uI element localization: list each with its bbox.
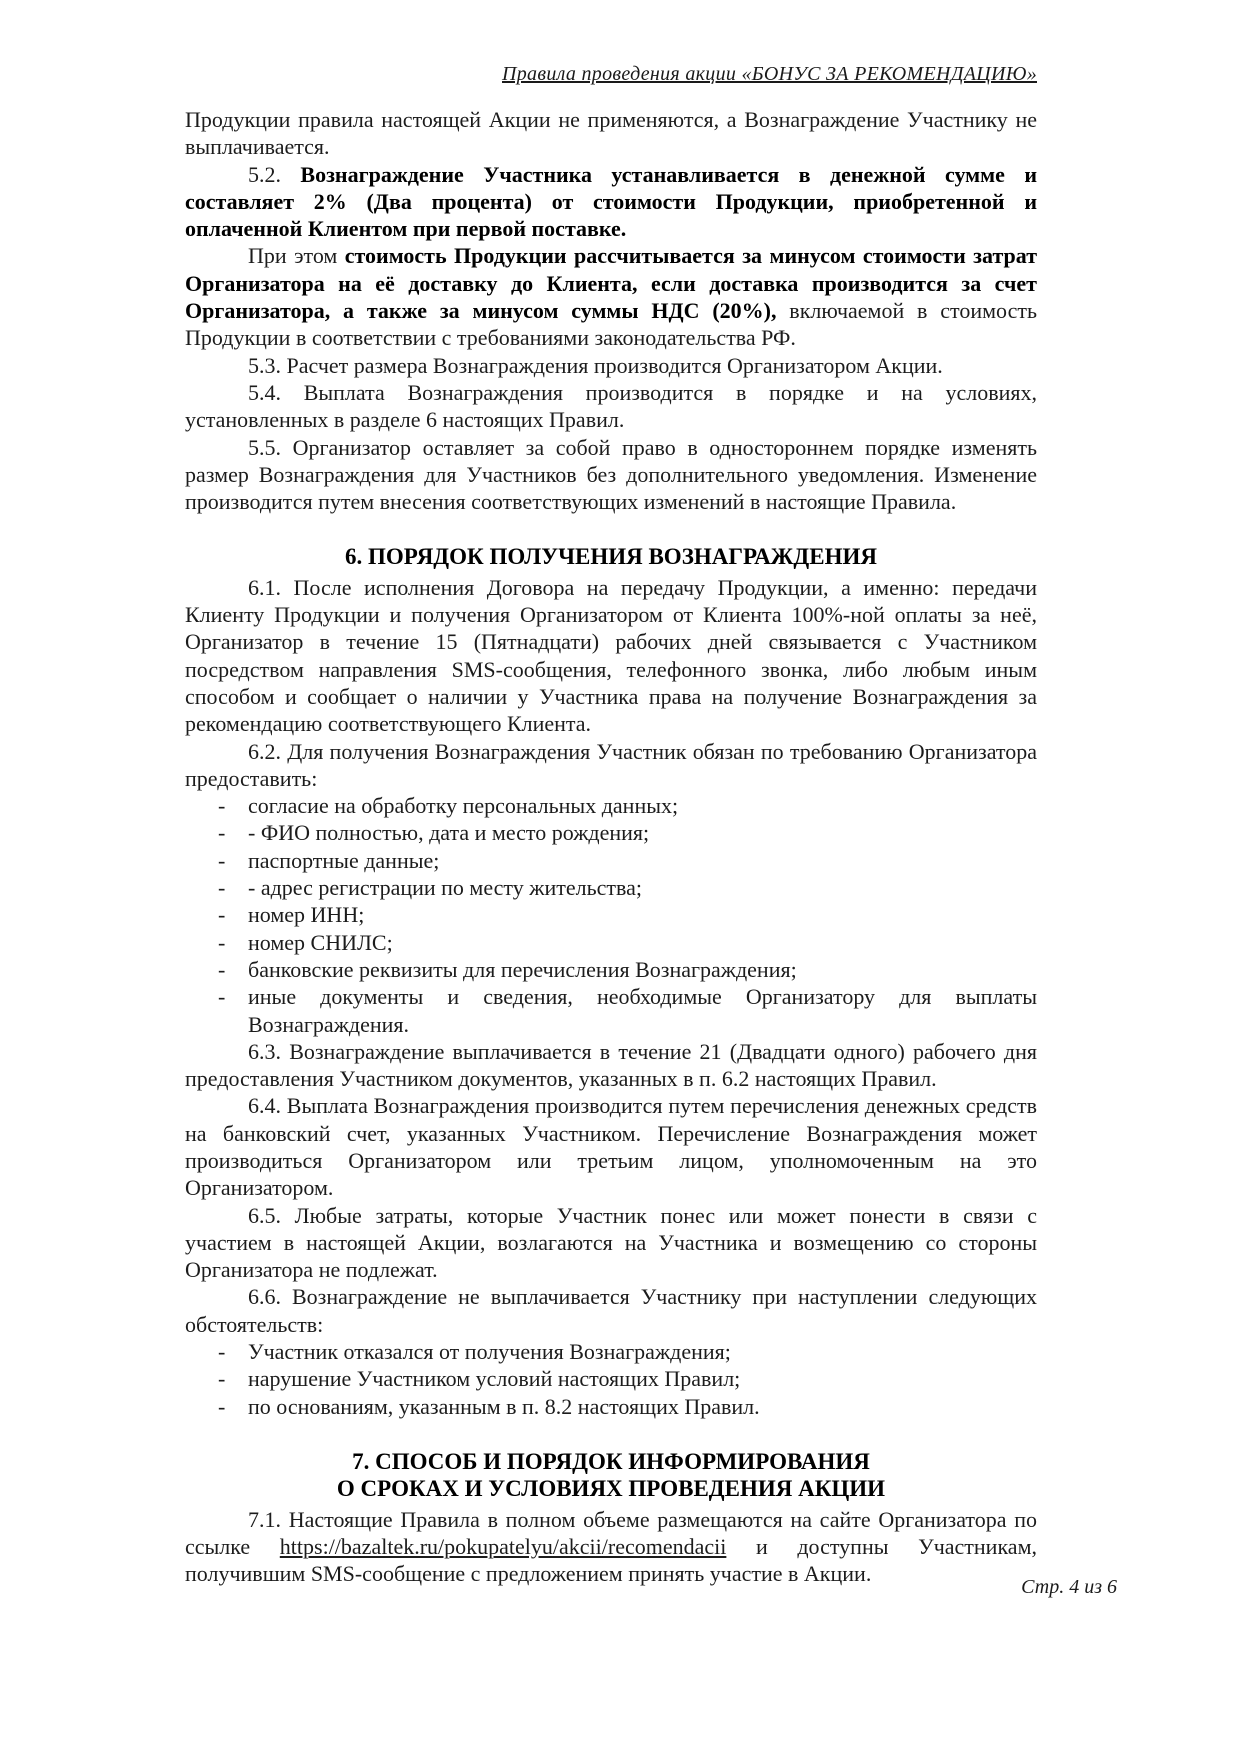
paragraph [185,1038,1037,1093]
section-heading-line: 7. СПОСОБ И ПОРЯДОК ИНФОРМИРОВАНИЯ [352,1448,870,1474]
list-item-text: согласие на обработку персональных данных; [248,793,679,819]
section-heading-line: 6. ПОРЯДОК ПОЛУЧЕНИЯ ВОЗНАГРАЖДЕНИЯ [345,544,877,570]
text-run: 5.5. Организатор оставляет за собой право в одностороннем порядке изменять размер Вознаграждения для Участников без дополнительного уведомления. Изменение производится путем внесения соответствующих изменений в настоящие Правила. [185,434,1037,515]
list-item [185,792,1037,819]
list-dash-marker: - [218,956,226,982]
list-dash-marker: - [218,1393,226,1419]
text-run: 6.5. Любые затраты, которые Участник понес или может понести в связи с участием в настоящей Акции, возлагаются на Участника и возмещению со стороны Организатора не подлежат. [185,1202,1037,1283]
document-link: https://bazaltek.ru/pokupatelyu/akcii/recomendacii [279,1533,727,1559]
list-item [185,1365,1037,1392]
list-dash-marker: - [218,793,226,819]
text-run: Продукции правила настоящей Акции не применяются, а Вознаграждение Участнику не выплачивается. [185,107,1037,160]
list-item [185,819,1037,846]
paragraph [185,1283,1037,1338]
list-item-text: номер СНИЛС; [248,929,393,955]
list-item-text: по основаниям, указанным в п. 8.2 настоящих Правил. [248,1393,760,1419]
list-dash-marker: - [218,1339,226,1365]
paragraph [185,1202,1037,1284]
text-run: 6.6. Вознаграждение не выплачивается Участнику при наступлении следующих обстоятельств: [185,1284,1037,1337]
list-item-text: - адрес регистрации по месту жительства; [248,875,642,901]
text-run: 6.4. Выплата Вознаграждения производится путем перечисления денежных средств на банковский счет, указанных Участником. Перечисление Вознаграждения может производиться Организатором или третьим лицом, уполномоченным на это Организатором. [185,1093,1037,1201]
list-dash-marker: - [218,984,226,1010]
paragraph [185,738,1037,793]
section-heading [185,543,1037,570]
list-item-text: иные документы и сведения, необходимые Организатору для выплаты Вознаграждения. [248,984,1037,1037]
list-item-text: Участник отказался от получения Вознаграждения; [248,1339,731,1365]
list-item [185,956,1037,983]
list-item [185,874,1037,901]
list-item-text: паспортные данные; [248,847,440,873]
list-dash-marker: - [218,847,226,873]
text-run: 6.1. После исполнения Договора на передачу Продукции, а именно: передачи Клиенту Продукции и получения Организатором от Клиента 100%-ной оплаты за неё, Организатор в течение 15 (Пятнадцати) рабочих дней связывается с Участником посредством направления SMS-сообщения, телефонного звонка, либо любым иным способом и сообщает о наличии у Участника права на получение Вознаграждения за рекомендацию соответствующего Клиента. [185,574,1037,737]
document-body [185,106,1037,1587]
paragraph [185,574,1037,738]
list-item-text: номер ИНН; [248,902,365,928]
text-run: 6.3. Вознаграждение выплачивается в течение 21 (Двадцати одного) рабочего дня предоставления Участником документов, указанных в п. 6.2 настоящих Правил. [185,1038,1037,1092]
text-run: 7.1. Настоящие Правила в полном объеме размещаются на сайте Организатора по ссылке [185,1506,1037,1559]
list-item-text: банковские реквизиты для перечисления Вознаграждения; [248,956,797,982]
running-header: Правила проведения акции «БОНУС ЗА РЕКОМЕНДАЦИЮ» [502,63,1037,85]
paragraph [185,352,1037,379]
list-item [185,1393,1037,1420]
list-dash-marker: - [218,820,226,846]
text-run: При этом [248,243,345,269]
list-item [185,983,1037,1038]
list-item [185,929,1037,956]
section-heading [185,1448,1037,1503]
text-run: Вознаграждение Участника устанавливается в денежной сумме и составляет 2% (Два процента) от стоимости Продукции, приобретенной и оплаченной Клиентом при первой поставке. [185,161,1037,242]
paragraph [185,242,1037,351]
paragraph [185,1092,1037,1201]
section-heading-line: О СРОКАХ И УСЛОВИЯХ ПРОВЕДЕНИЯ АКЦИИ [336,1476,886,1502]
text-run: 5.3. Расчет размера Вознаграждения производится Организатором Акции. [248,352,943,378]
paragraph [185,106,1037,161]
paragraph [185,434,1037,516]
text-run: стоимость Продукции рассчитывается за минусом стоимости затрат Организатора на её доставку до Клиента, если доставка производится за счет Организатора, а также за минусом суммы НДС (20%), [185,243,1037,324]
list-dash-marker: - [218,875,226,901]
list-dash-marker: - [218,929,226,955]
list-item [185,1338,1037,1365]
list-dash-marker: - [218,902,226,928]
list-dash-marker: - [218,1366,226,1392]
page-number: Стр. 4 из 6 [1021,1576,1117,1598]
text-run: и доступны Участникам, получившим SMS-сообщение с предложением принять участие в Акции. [185,1533,1037,1587]
list-item-text: нарушение Участником условий настоящих Правил; [248,1366,741,1392]
paragraph [185,379,1037,434]
text-run: 5.2. [248,161,301,187]
text-run: включаемой в стоимость Продукции в соответствии с требованиями законодательства РФ. [185,298,1037,351]
paragraph [185,161,1037,243]
list-item [185,847,1037,874]
text-run: 6.2. Для получения Вознаграждения Участник обязан по требованию Организатора предоставить: [185,738,1037,791]
list-item-text: - ФИО полностью, дата и место рождения; [248,820,650,846]
list-item [185,901,1037,928]
text-run: 5.4. Выплата Вознаграждения производится в порядке и на условиях, установленных в разделе 6 настоящих Правил. [185,379,1037,433]
